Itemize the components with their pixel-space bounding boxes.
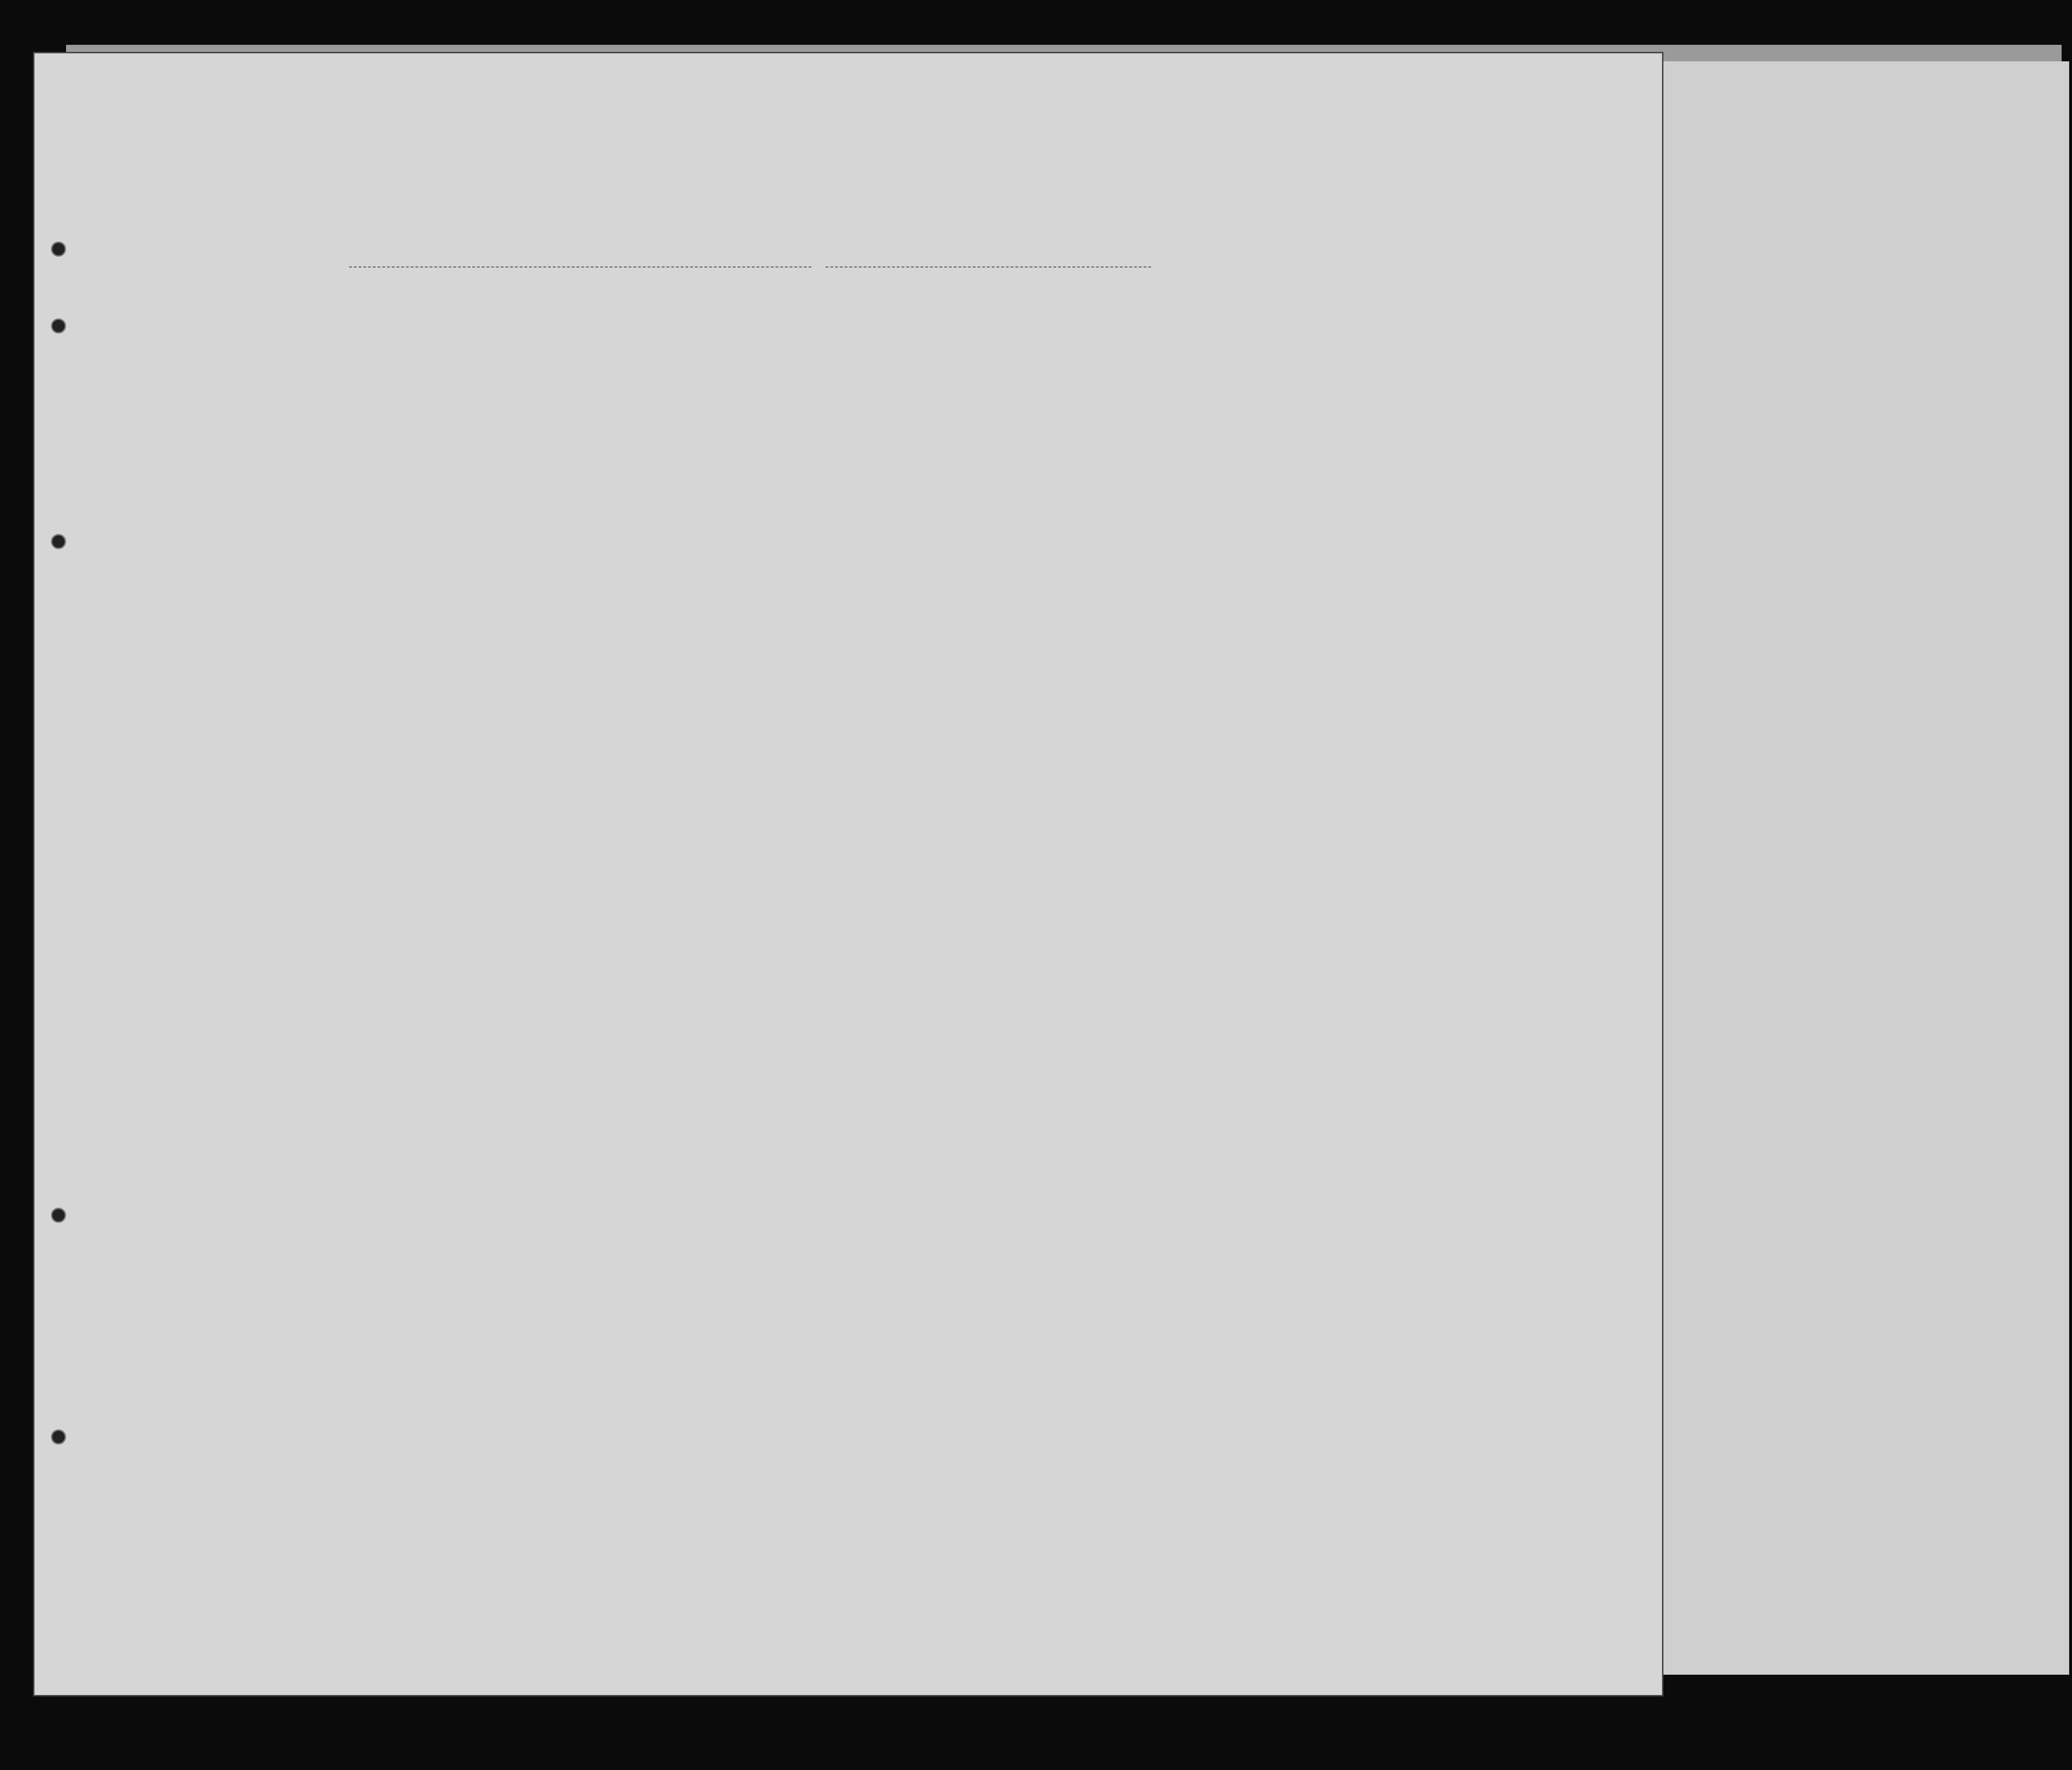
binder-hole <box>51 318 66 334</box>
manifest-table <box>94 283 1661 1583</box>
visa-grid <box>1658 283 2055 1580</box>
binder-hole <box>51 534 66 549</box>
manifest-grid <box>94 283 1661 1580</box>
binder-hole <box>51 242 66 257</box>
binder-hole <box>51 1429 66 1444</box>
visa-table <box>1658 283 2055 1583</box>
binder-hole <box>51 1208 66 1223</box>
